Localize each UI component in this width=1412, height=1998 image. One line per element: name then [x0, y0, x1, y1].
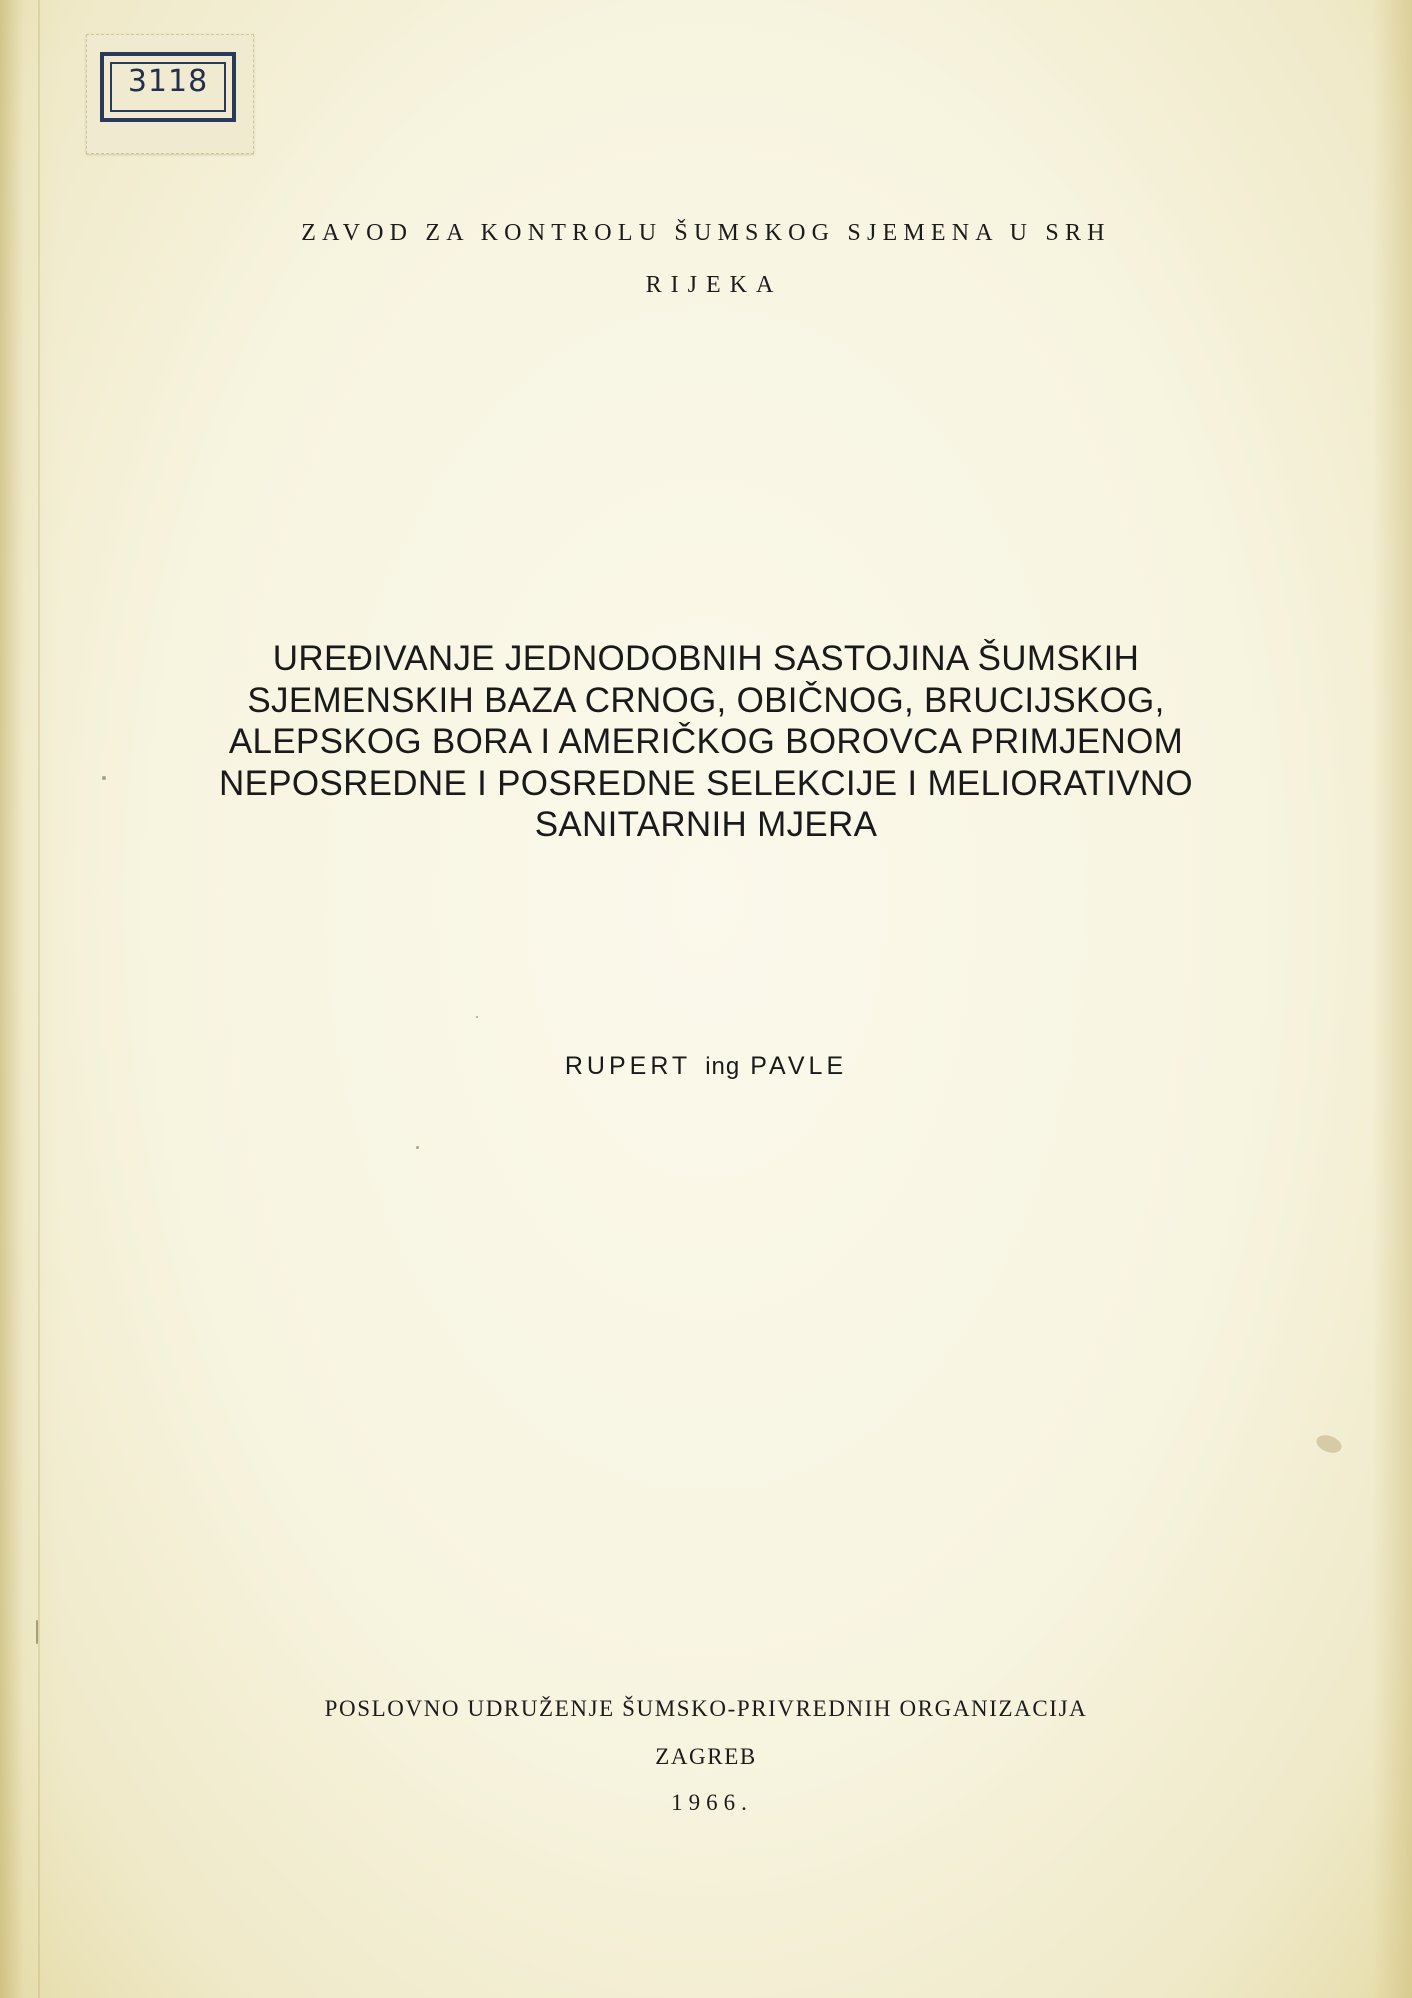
author-given-name: PAVLE [750, 1052, 848, 1080]
title-line: ALEPSKOG BORA I AMERIČKOG BOROVCA PRIMJENOM [228, 722, 1184, 761]
institute-city: RIJEKA [645, 272, 783, 298]
author-title: ing [705, 1053, 741, 1080]
catalog-number: 3118 [127, 64, 209, 99]
paper-speck [476, 1016, 478, 1018]
publisher-city: ZAGREB [655, 1744, 757, 1769]
title-line: NEPOSREDNE I POSREDNE SELEKCIJE I MELIORATIVNO [219, 763, 1193, 803]
catalog-number-box [100, 52, 236, 122]
paper-speck [36, 1620, 38, 1644]
publisher-name: POSLOVNO UDRUŽENJE ŠUMSKO-PRIVREDNIH ORGANIZACIJA [324, 1696, 1088, 1721]
paper-speck [102, 776, 106, 780]
title-line: UREĐIVANJE JEDNODOBNIH SASTOJINA ŠUMSKIH [272, 639, 1140, 678]
publication-year: 1966. [671, 1790, 753, 1815]
author-name [0, 1052, 1412, 1081]
paper-speck [416, 1146, 419, 1149]
paper-smudge [1314, 1432, 1344, 1456]
title-line: SANITARNIH MJERA [534, 805, 878, 844]
title-line: SJEMENSKIH BAZA CRNOG, OBIČNOG, BRUCIJSKOG, [247, 680, 1165, 720]
institute-name: ZAVOD ZA KONTROLU ŠUMSKOG SJEMENA U SRH [301, 220, 1111, 246]
document-title [120, 638, 1292, 846]
author-surname: RUPERT [564, 1052, 692, 1080]
